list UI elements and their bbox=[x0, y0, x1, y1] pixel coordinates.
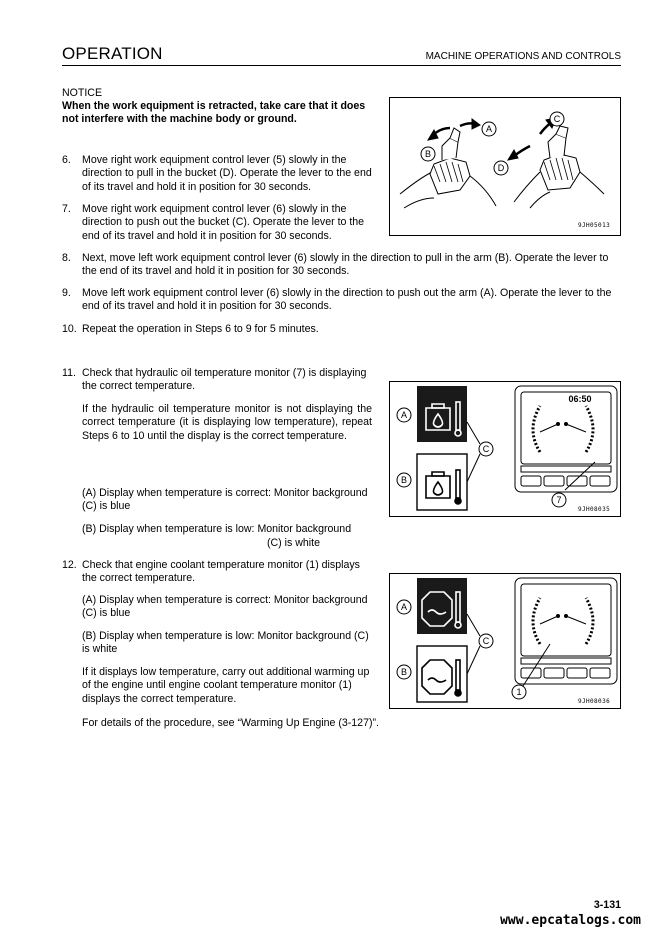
label-c: C bbox=[553, 114, 561, 124]
label-a: A bbox=[400, 602, 408, 612]
step-12-paragraph-2: (B) Display when temperature is low: Monitor background (C) is white bbox=[82, 630, 369, 656]
callout-1: 1 bbox=[516, 687, 522, 697]
watermark: www.epcatalogs.com bbox=[500, 913, 641, 928]
header-rule bbox=[62, 65, 621, 66]
control-levers-illustration bbox=[390, 98, 620, 235]
step-11-paragraph-3b: (C) is white bbox=[267, 537, 320, 549]
step-text: Next, move left work equipment control lever (6) slowly in the direction to pull in the arm (B). Operate the lever to the end of its travel and hold it in position for 30 seconds. bbox=[82, 252, 609, 278]
step-12-paragraph-4: For details of the procedure, see “Warming Up Engine (3-127)”. bbox=[82, 717, 379, 729]
label-b: B bbox=[400, 475, 408, 485]
step-number: 6. bbox=[62, 154, 71, 166]
step-11-paragraph-1: If the hydraulic oil temperature monitor is not displaying the correct temperature (it is displaying low temperature), repeat Steps 6 to 10 until the display is the correct temperature. bbox=[82, 403, 372, 442]
chapter-title: MACHINE OPERATIONS AND CONTROLS bbox=[425, 51, 621, 62]
step-text: Check that hydraulic oil temperature monitor (7) is displaying the correct temperature. bbox=[82, 367, 367, 393]
label-c: C bbox=[482, 636, 490, 646]
step-text: Move right work equipment control lever (6) slowly in the direction to push out the bucket (C). Operate the lever to the end of its travel and hold it in position for 30 seconds. bbox=[82, 203, 365, 242]
step-text: Repeat the operation in Steps 6 to 9 for 5 minutes. bbox=[82, 323, 319, 335]
notice-body: When the work equipment is retracted, take care that it does not interfere with the machine body or ground. bbox=[62, 100, 366, 126]
figure-hydraulic-monitor bbox=[389, 381, 621, 517]
label-a: A bbox=[400, 410, 408, 420]
step-number: 9. bbox=[62, 287, 71, 299]
coolant-monitor-illustration bbox=[390, 574, 620, 708]
step-text: Move left work equipment control lever (6) slowly in the direction to push out the arm (A). Operate the lever to the end of its travel and hold it in position for 30 seconds. bbox=[82, 287, 612, 313]
step-text: Move right work equipment control lever (5) slowly in the direction to pull in the bucket (D). Operate the lever to the end of its travel and hold it in position for 30 seconds. bbox=[82, 154, 372, 193]
figure-id: 9JH08036 bbox=[578, 698, 611, 705]
page-title: OPERATION bbox=[62, 44, 163, 63]
figure-control-levers bbox=[389, 97, 621, 236]
step-number: 11. bbox=[62, 367, 76, 379]
step-text: Check that engine coolant temperature monitor (1) displays the correct temperature. bbox=[82, 559, 360, 585]
step-12-paragraph-1: (A) Display when temperature is correct: Monitor background (C) is blue bbox=[82, 594, 368, 620]
step-number: 10. bbox=[62, 323, 77, 335]
label-b: B bbox=[400, 667, 408, 677]
monitor-clock: 06:50 bbox=[568, 394, 592, 404]
hydraulic-monitor-illustration bbox=[390, 382, 620, 516]
notice-heading: NOTICE bbox=[62, 87, 103, 99]
step-11-paragraph-2: (A) Display when temperature is correct: Monitor background (C) is blue bbox=[82, 487, 368, 513]
step-12-paragraph-3: If it displays low temperature, carry out additional warming up of the engine until engine coolant temperature monitor (1) displays the correct temperature. bbox=[82, 666, 370, 705]
label-b: B bbox=[424, 149, 432, 159]
figure-coolant-monitor bbox=[389, 573, 621, 709]
step-number: 12. bbox=[62, 559, 77, 571]
step-number: 7. bbox=[62, 203, 71, 215]
callout-7: 7 bbox=[556, 495, 562, 505]
figure-id: 9JH08035 bbox=[578, 506, 611, 513]
page-number: 3-131 bbox=[593, 899, 621, 911]
step-11-paragraph-3a: (B) Display when temperature is low: Monitor background bbox=[82, 523, 352, 535]
step-number: 8. bbox=[62, 252, 71, 264]
figure-id: 9JH05013 bbox=[578, 222, 611, 229]
label-c: C bbox=[482, 444, 490, 454]
label-a: A bbox=[485, 124, 493, 134]
label-d: D bbox=[497, 163, 505, 173]
